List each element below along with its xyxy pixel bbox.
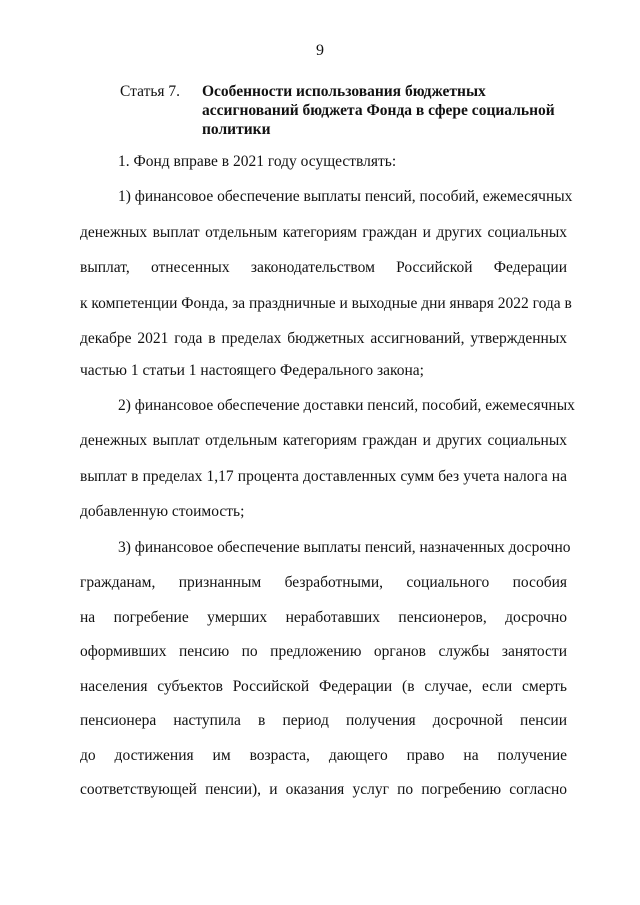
- article-title-line: Особенности использования бюджетных: [202, 83, 486, 100]
- item-1-line: к компетенции Фонда, за праздничные и выходные дни января 2022 года в: [80, 295, 572, 312]
- item-1-line: денежных выплат отдельным категориям граждан и других социальных: [80, 224, 567, 241]
- article-title-line: политики: [202, 121, 271, 138]
- item-3-line: оформивших пенсию по предложению органов службы занятости: [80, 643, 567, 660]
- item-1-line: выплат, отнесенных законодательством Российской Федерации: [80, 259, 567, 276]
- item-2-line: 2) финансовое обеспечение доставки пенсий, пособий, ежемесячных: [118, 397, 575, 414]
- item-3-line: 3) финансовое обеспечение выплаты пенсий, назначенных досрочно: [118, 539, 571, 556]
- item-3-line: до достижения им возраста, дающего право на получение: [80, 747, 567, 764]
- item-3-line: на погребение умерших неработавших пенсионеров, досрочно: [80, 609, 567, 626]
- item-3-line: населения субъектов Российской Федерации (в случае, если смерть: [80, 678, 567, 695]
- item-3-line: пенсионера наступила в период получения досрочной пенсии: [80, 712, 567, 729]
- item-1-line: 1) финансовое обеспечение выплаты пенсий, пособий, ежемесячных: [118, 188, 573, 205]
- item-1-line: частью 1 статьи 1 настоящего Федерального закона;: [80, 362, 424, 379]
- page-number: 9: [316, 42, 324, 59]
- article-title-line: ассигнований бюджета Фонда в сфере социальной: [202, 102, 555, 119]
- item-3-line: гражданам, признанным безработными, социального пособия: [80, 574, 567, 591]
- item-2-line: добавленную стоимость;: [80, 503, 245, 520]
- article-header: [120, 82, 580, 139]
- article-title: [202, 82, 574, 139]
- item-3-line: соответствующей пенсии), и оказания услуг по погребению согласно: [80, 781, 567, 798]
- item-2-line: выплат в пределах 1,17 процента доставленных сумм без учета налога на: [80, 468, 567, 485]
- item-1-line: декабре 2021 года в пределах бюджетных ассигнований, утвержденных: [80, 330, 567, 347]
- item-2-line: денежных выплат отдельным категориям граждан и других социальных: [80, 432, 567, 449]
- article-label: Статья 7.: [120, 83, 181, 100]
- paragraph-1-line: 1. Фонд вправе в 2021 году осуществлять:: [118, 153, 397, 170]
